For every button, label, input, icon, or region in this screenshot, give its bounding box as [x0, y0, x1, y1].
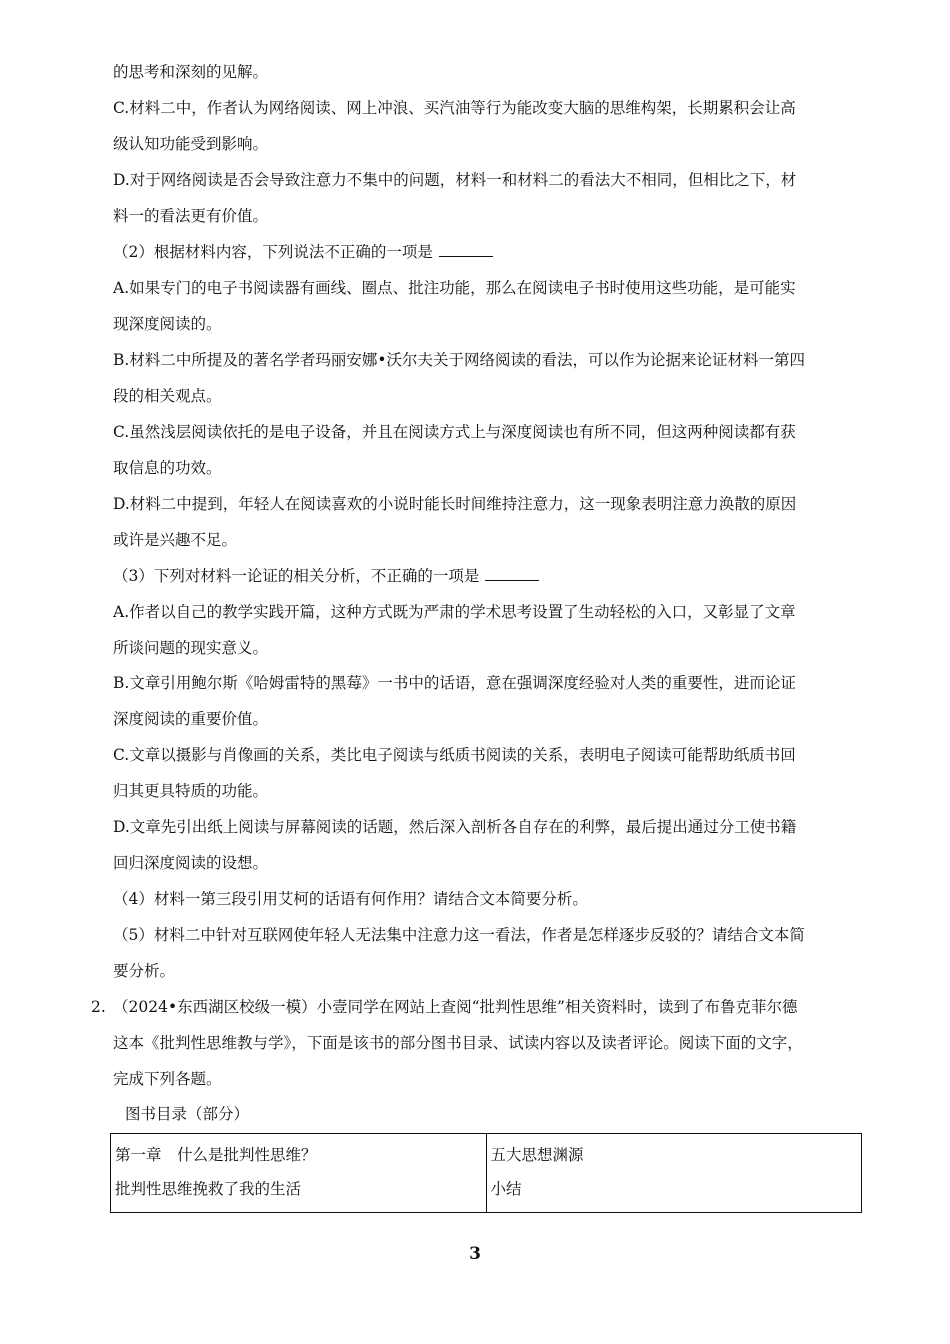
answer-blank[interactable]	[485, 566, 539, 581]
question-3-text: （3）下列对材料一论证的相关分析，不正确的一项是	[113, 567, 480, 585]
answer-blank[interactable]	[439, 242, 493, 257]
text-line: 或许是兴趣不足。	[113, 531, 238, 549]
option-d: D.材料二中提到，年轻人在阅读喜欢的小说时能长时间维持注意力，这一现象表明注意力涣散的原因	[113, 495, 797, 513]
question-stem: （2024•东西湖区校级一模）小壹同学在网站上查阅“批判性思维”相关资料时，读到了布鲁克菲尔德	[113, 998, 798, 1016]
text-line: 段的相关观点。	[113, 387, 222, 405]
question-stem: 这本《批判性思维教与学》，下面是该书的部分图书目录、试读内容以及读者评论。阅读下面的文字，	[113, 1034, 803, 1052]
text-line: 归其更具特质的功能。	[113, 782, 269, 800]
option-c: C.材料二中，作者认为网络阅读、网上冲浪、买汽油等行为能改变大脑的思维构架，长期累积会让高	[113, 99, 796, 117]
question-4: （4）材料一第三段引用艾柯的话语有何作用？请结合文本简要分析。	[113, 890, 588, 908]
option-c: C.虽然浅层阅读依托的是电子设备，并且在阅读方式上与深度阅读也有所不同，但这两种阅读都有获	[113, 423, 796, 441]
text-line: 深度阅读的重要价值。	[113, 710, 269, 728]
text-line: 回归深度阅读的设想。	[113, 854, 269, 872]
page-number: 3	[469, 1244, 481, 1264]
toc-entry: 第一章 什么是批判性思维？	[115, 1146, 317, 1164]
question-stem: 完成下列各题。	[113, 1070, 222, 1088]
toc-entry: 小结	[490, 1180, 522, 1198]
text-line: 料一的看法更有价值。	[113, 207, 269, 225]
toc-table	[110, 1133, 862, 1213]
question-number: 2.	[91, 998, 106, 1016]
option-a: A.作者以自己的教学实践开篇，这种方式既为严肃的学术思考设置了生动轻松的入口，又彰显了文章	[113, 603, 796, 621]
question-3	[113, 566, 863, 586]
text-line: 要分析。	[113, 962, 176, 980]
question-5: （5）材料二中针对互联网使年轻人无法集中注意力这一看法，作者是怎样逐步反驳的？请结合文本简	[113, 926, 805, 944]
toc-title: 图书目录（部分）	[125, 1105, 250, 1123]
toc-right-cell	[486, 1134, 862, 1213]
question-2-text: （2）根据材料内容，下列说法不正确的一项是	[113, 243, 433, 261]
text-line: 所谈问题的现实意义。	[113, 639, 269, 657]
option-a: A.如果专门的电子书阅读器有画线、圈点、批注功能，那么在阅读电子书时使用这些功能，是可能实	[113, 279, 796, 297]
text-line: 现深度阅读的。	[113, 315, 222, 333]
option-d: D.对于网络阅读是否会导致注意力不集中的问题，材料一和材料二的看法大不相同，但相比之下，材	[113, 171, 797, 189]
text-line: 的思考和深刻的见解。	[113, 63, 269, 81]
toc-left-cell	[111, 1134, 487, 1213]
option-b: B.文章引用鲍尔斯《哈姆雷特的黑莓》一书中的话语，意在强调深度经验对人类的重要性，进而论证	[113, 674, 796, 692]
toc-entry: 批判性思维挽救了我的生活	[115, 1180, 302, 1198]
question-2	[113, 242, 863, 262]
toc-entry: 五大思想渊源	[490, 1146, 584, 1164]
text-line: 级认知功能受到影响。	[113, 135, 269, 153]
option-c: C.文章以摄影与肖像画的关系，类比电子阅读与纸质书阅读的关系，表明电子阅读可能帮助纸质书回	[113, 746, 796, 764]
option-d: D.文章先引出纸上阅读与屏幕阅读的话题，然后深入剖析各自存在的利弊，最后提出通过分工使书籍	[113, 818, 797, 836]
option-b: B.材料二中所提及的著名学者玛丽安娜•沃尔夫关于网络阅读的看法，可以作为论据来论证材料一第四	[113, 351, 805, 369]
text-line: 取信息的功效。	[113, 459, 222, 477]
